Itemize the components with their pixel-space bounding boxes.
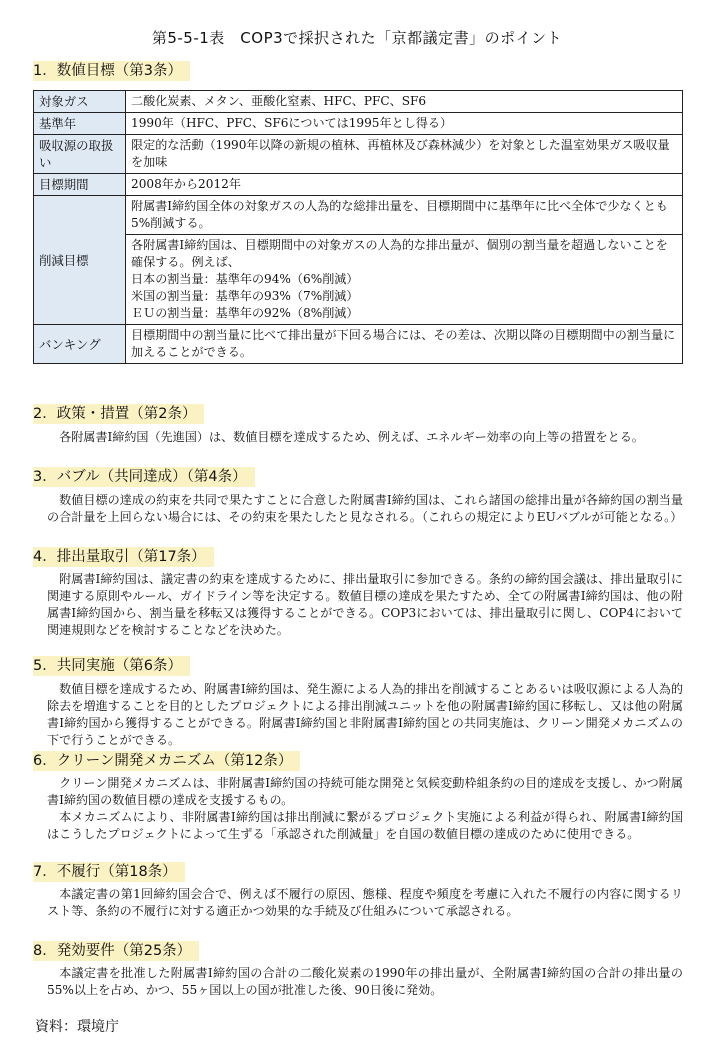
allocation-line: 米国の割当量：基準年の93%（7%削減） [131, 289, 359, 303]
table-row [34, 91, 683, 113]
table-header-cell: 吸収源の取扱い [34, 135, 126, 174]
numerical-targets-table [33, 90, 683, 364]
allocation-line: 日本の割当量：基準年の94%（6%削減） [131, 272, 359, 286]
section-heading-6: 6．クリーン開発メカニズム（第12条） [33, 751, 300, 771]
document-title: 第5-5-1表 COP3で採択された「京都議定書」のポイント [151, 29, 563, 47]
section-body-5: 数値目標を達成するため、附属書Ⅰ締約国は、発生源による人為的排出を削減することあるいは吸収源による人為的除去を増進することを目的としたプロジェクトによる排出削減ユニットを他の附属書Ⅰ締約国に移転し、又は他の附属書Ⅰ締約国から獲得することができる。附属書Ⅰ締約国と非附属書Ⅰ締約国との共同実施は、クリーン開発メカニズムの下で行うことができる。 [47, 682, 683, 747]
section-heading-8: 8．発効要件（第25条） [33, 941, 199, 961]
section-body-3: 数値目標の達成の約束を共同で果たすことに合意した附属書Ⅰ締約国は、これら諸国の総排出量が各締約国の割当量の合計量を上回らない場合には、その約束を果たしたと見なされる。（これらの規定によりEUバブルが可能となる。） [47, 493, 683, 524]
allocation-intro: 各附属書Ⅰ締約国は、目標期間中の対象ガスの人為的な排出量が、個別の割当量を超過しないことを確保する。例えば、 [131, 238, 668, 269]
table-header-cell: 基準年 [34, 113, 126, 135]
table-row [34, 174, 683, 196]
table-row [34, 325, 683, 364]
section-paragraph: 本メカニズムにより、非附属書Ⅰ締約国は排出削減に繋がるプロジェクト実施による利益が得られ、附属書Ⅰ締約国はこうしたプロジェクトによって生ずる「承認された削減量」を自国の数値目標の達成のために使用できる。 [47, 810, 683, 841]
table-row [34, 113, 683, 135]
section-body-2: 各附属書Ⅰ締約国（先進国）は、数値目標を達成するため、例えば、エネルギー効率の向上等の措置をとる。 [59, 430, 644, 444]
section-heading-3: 3．バブル（共同達成）（第4条） [33, 467, 255, 487]
section-heading-4: 4．排出量取引（第17条） [33, 547, 214, 567]
section-heading-7: 7．不履行（第18条） [33, 862, 185, 882]
table-header-cell: バンキング [34, 325, 126, 364]
section-heading-5: 5．共同実施（第6条） [33, 656, 190, 676]
table-row [34, 235, 683, 325]
source-note: 資料：環境庁 [35, 1019, 119, 1035]
section-body-8: 本議定書を批准した附属書Ⅰ締約国の合計の二酸化炭素の1990年の排出量が、全附属書Ⅰ締約国の合計の排出量の55%以上を占め、かつ、55ヶ国以上の国が批准した後、90日後に発効。 [47, 966, 683, 997]
table-cell [126, 235, 683, 325]
section-heading-1: 1．数値目標（第3条） [33, 61, 190, 81]
table-cell: 限定的な活動（1990年以降の新規の植林、再植林及び森林減少）を対象とした温室効果ガス吸収量を加味 [126, 135, 683, 174]
table-cell: 二酸化炭素、メタン、亜酸化窒素、HFC、PFC、SF6 [126, 91, 683, 113]
table-cell: 2008年から2012年 [126, 174, 683, 196]
section-heading-2: 2．政策・措置（第2条） [33, 404, 204, 424]
table-cell: 附属書Ⅰ締約国全体の対象ガスの人為的な総排出量を、目標期間中に基準年に比べ全体で少なくとも5%削減する。 [126, 196, 683, 235]
section-body-4: 附属書Ⅰ締約国は、議定書の約束を達成するために、排出量取引に参加できる。条約の締約国会議は、排出量取引に関連する原則やルール、ガイドライン等を決定する。数値目標の達成を果たすため、全ての附属書Ⅰ締約国は、他の附属書Ⅰ締約国から、割当量を移転又は獲得することができる。COP3においては、排出量取引に関し、COP4において関連規則などを検討することなどを決めた。 [47, 572, 683, 637]
table-cell: 目標期間中の割当量に比べて排出量が下回る場合には、その差は、次期以降の目標期間中の割当量に加えることができる。 [126, 325, 683, 364]
table-cell: 1990年（HFC、PFC、SF6については1995年とし得る） [126, 113, 683, 135]
table-header-cell: 対象ガス [34, 91, 126, 113]
table-header-cell: 目標期間 [34, 174, 126, 196]
table-row [34, 196, 683, 235]
section-body-6 [47, 775, 683, 843]
table-header-cell: 削減目標 [34, 196, 126, 325]
section-paragraph: クリーン開発メカニズムは、非附属書Ⅰ締約国の持続可能な開発と気候変動枠組条約の目的達成を支援し、かつ附属書Ⅰ締約国の数値目標の達成を支援するもの。 [47, 776, 683, 807]
section-body-7: 本議定書の第1回締約国会合で、例えば不履行の原因、態様、程度や頻度を考慮に入れた不履行の内容に関するリスト等、条約の不履行に対する適正かつ効果的な手続及び仕組みについて承認される。 [47, 887, 683, 918]
allocation-line: ＥＵの割当量：基準年の92%（8%削減） [131, 306, 359, 320]
table-row [34, 135, 683, 174]
